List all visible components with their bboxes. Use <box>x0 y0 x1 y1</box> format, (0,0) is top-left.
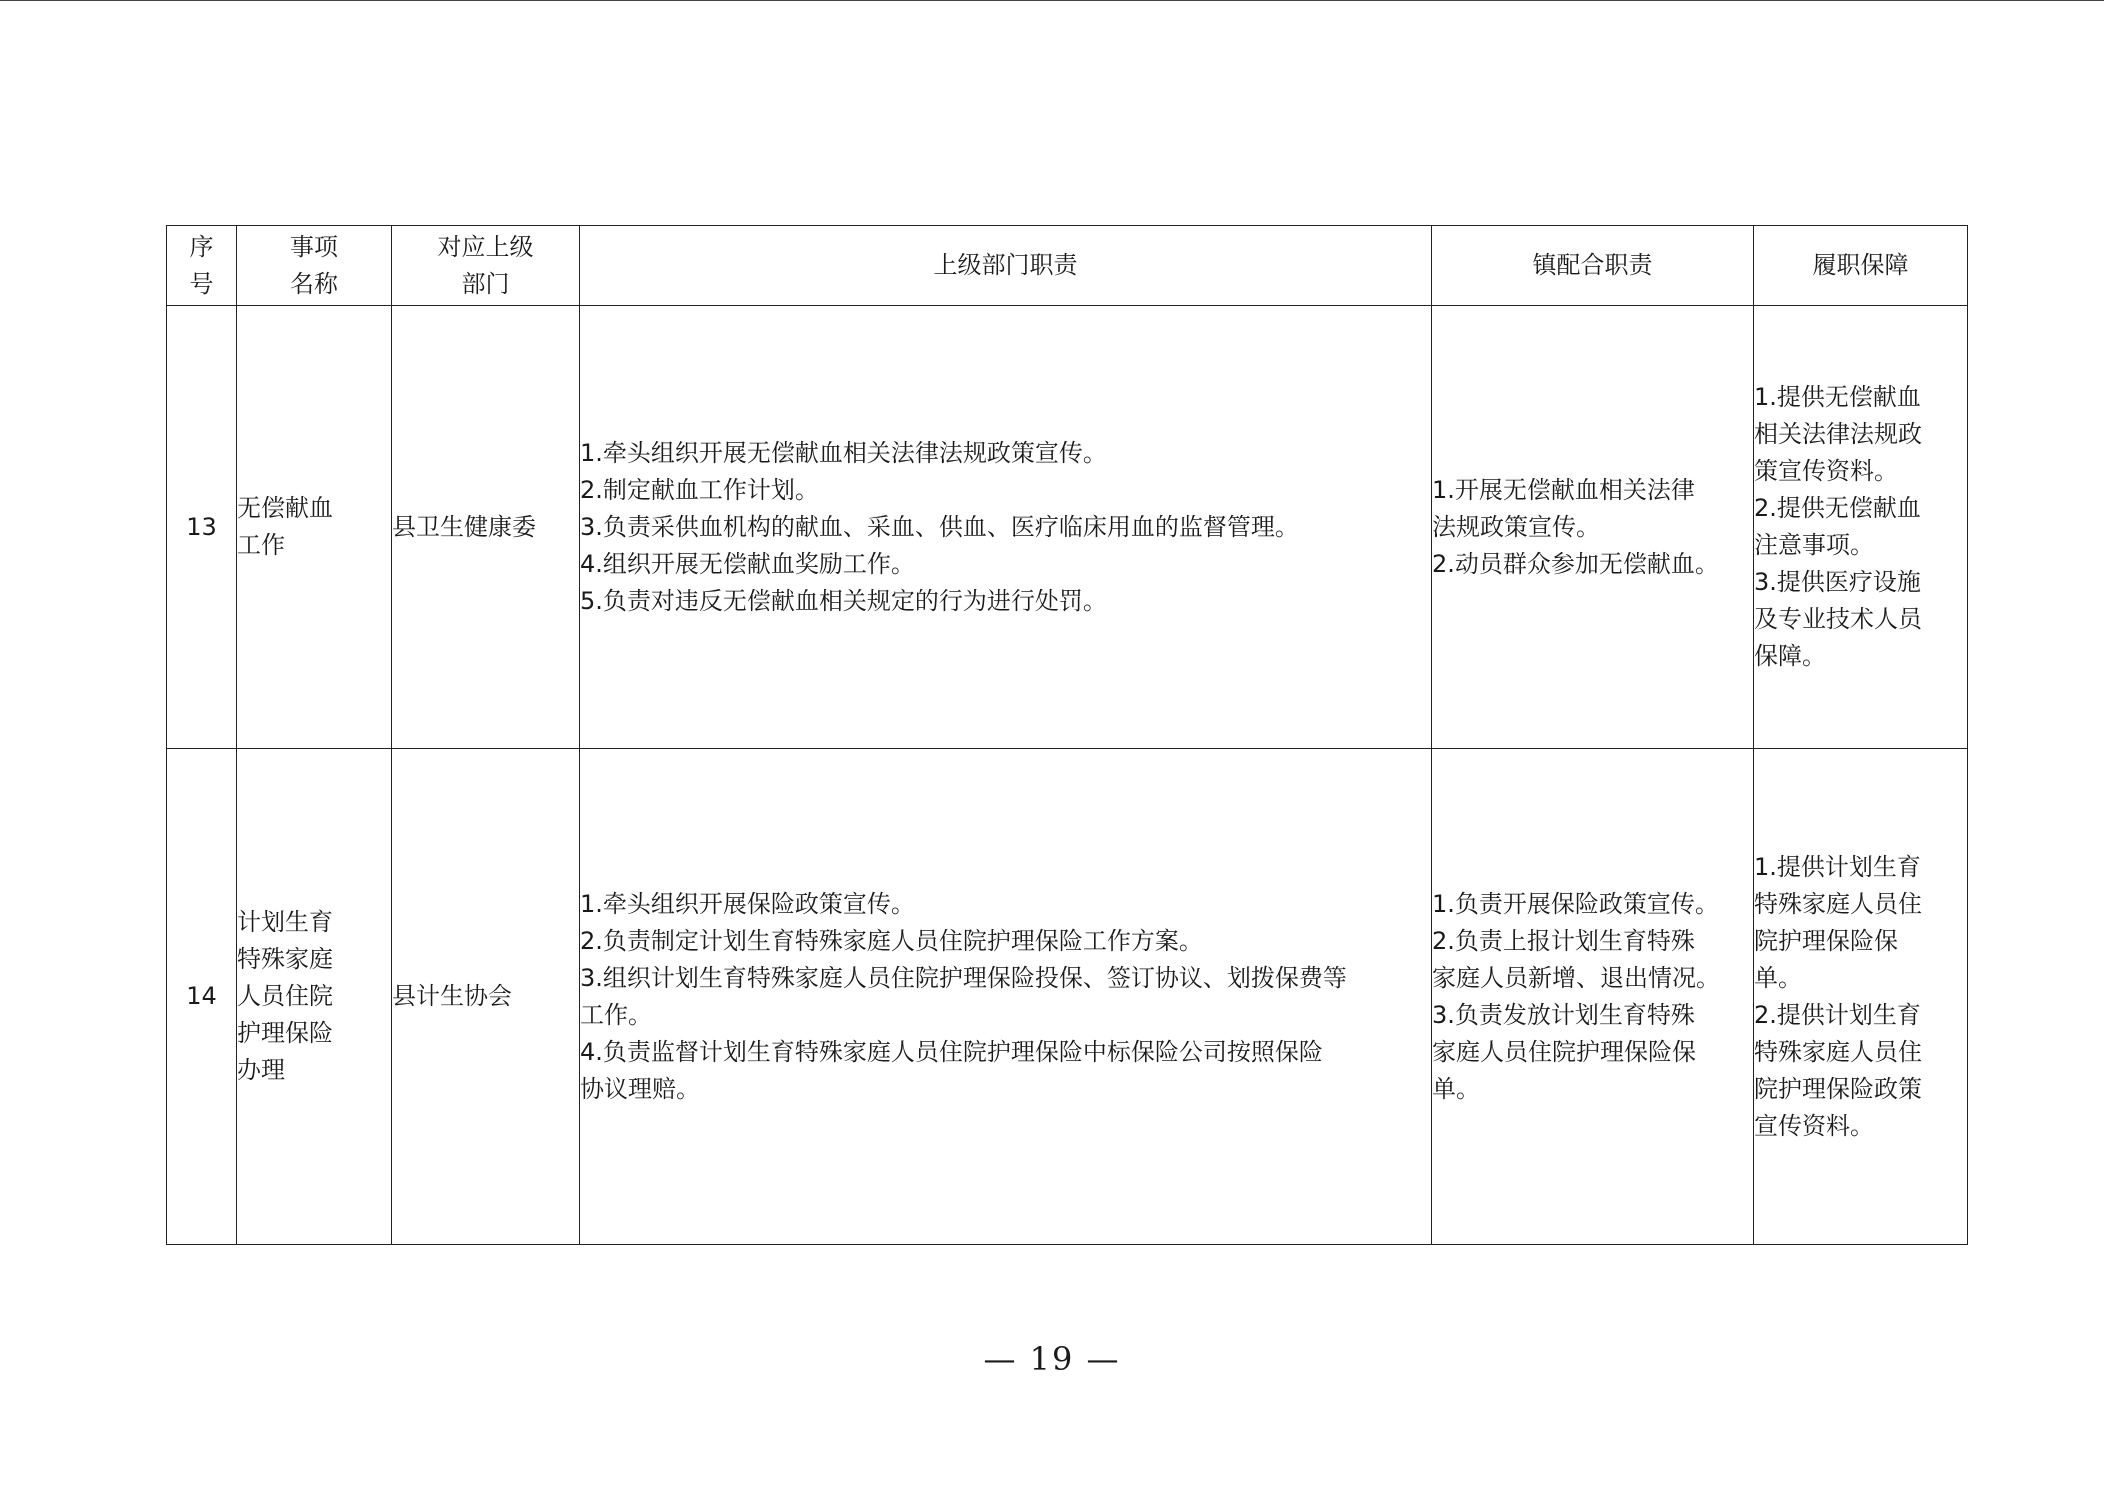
upper-duty-line: 1.牵头组织开展保险政策宣传。 <box>580 889 915 918</box>
town-duty-line: 单。 <box>1432 1074 1480 1103</box>
guarantee-line: 注意事项。 <box>1754 531 1874 559</box>
row-town-duties <box>1432 749 1754 1245</box>
header-index-line: 号 <box>189 269 214 298</box>
item-name-line: 护理保险 <box>237 1019 333 1047</box>
town-duty-line: 2.负责上报计划生育特殊 <box>1432 926 1695 955</box>
header-index <box>167 226 237 306</box>
guarantee-line: 宣传资料。 <box>1754 1111 1874 1140</box>
header-upper-dept <box>392 226 580 306</box>
upper-duty-line: 2.制定献血工作计划。 <box>580 475 819 504</box>
guarantee-line: 院护理保险保 <box>1754 926 1898 955</box>
town-duty-line: 家庭人员住院护理保险保 <box>1432 1037 1696 1066</box>
town-duty-line: 1.负责开展保险政策宣传。 <box>1432 889 1719 918</box>
item-name-line: 工作 <box>237 531 285 559</box>
header-dept-line: 部门 <box>461 269 510 298</box>
page-number: — 19 — <box>983 1340 1121 1378</box>
row-item-name <box>237 306 392 749</box>
item-name-line: 无偿献血 <box>237 494 333 522</box>
upper-duty-line: 2.负责制定计划生育特殊家庭人员住院护理保险工作方案。 <box>580 926 1203 955</box>
row-upper-dept: 县卫生健康委 <box>392 306 580 749</box>
header-dept-line: 对应上级 <box>437 232 534 261</box>
guarantee-line: 保障。 <box>1754 642 1826 670</box>
row-guarantee <box>1754 306 1968 749</box>
town-duty-line: 法规政策宣传。 <box>1432 512 1600 541</box>
guarantee-line: 策宣传资料。 <box>1754 457 1898 485</box>
guarantee-line: 特殊家庭人员住 <box>1754 889 1922 918</box>
header-item-line: 名称 <box>290 269 338 298</box>
upper-duty-line: 5.负责对违反无偿献血相关规定的行为进行处罚。 <box>580 586 1107 615</box>
upper-duty-line: 协议理赔。 <box>580 1074 700 1103</box>
duty-table <box>166 225 1968 1245</box>
guarantee-line: 相关法律法规政 <box>1754 420 1922 448</box>
upper-duty-line: 1.牵头组织开展无偿献血相关法律法规政策宣传。 <box>580 438 1107 467</box>
town-duty-line: 家庭人员新增、退出情况。 <box>1432 963 1720 992</box>
header-item-name <box>237 226 392 306</box>
item-name-line: 人员住院 <box>237 982 333 1010</box>
guarantee-line: 1.提供无偿献血 <box>1754 383 1921 411</box>
town-duty-line: 2.动员群众参加无偿献血。 <box>1432 549 1719 578</box>
row-item-name <box>237 749 392 1245</box>
header-upper-duties: 上级部门职责 <box>580 226 1432 306</box>
upper-duty-line: 4.组织开展无偿献血奖励工作。 <box>580 549 915 578</box>
guarantee-line: 2.提供无偿献血 <box>1754 494 1921 522</box>
row-index: 14 <box>167 749 237 1245</box>
upper-duty-line: 3.组织计划生育特殊家庭人员住院护理保险投保、签订协议、划拨保费等 <box>580 963 1347 992</box>
guarantee-line: 单。 <box>1754 963 1802 992</box>
row-index: 13 <box>167 306 237 749</box>
row-guarantee <box>1754 749 1968 1245</box>
top-border-line <box>0 0 2104 1</box>
header-town-duties: 镇配合职责 <box>1432 226 1754 306</box>
upper-duty-line: 4.负责监督计划生育特殊家庭人员住院护理保险中标保险公司按照保险 <box>580 1037 1323 1066</box>
header-guarantee: 履职保障 <box>1754 226 1968 306</box>
guarantee-line: 3.提供医疗设施 <box>1754 568 1921 596</box>
table-row <box>167 749 1968 1245</box>
town-duty-line: 1.开展无偿献血相关法律 <box>1432 475 1695 504</box>
town-duty-line: 3.负责发放计划生育特殊 <box>1432 1000 1695 1029</box>
table-row <box>167 306 1968 749</box>
row-town-duties <box>1432 306 1754 749</box>
row-upper-duties <box>580 749 1432 1245</box>
header-item-line: 事项 <box>290 232 338 261</box>
item-name-line: 特殊家庭 <box>237 945 333 973</box>
guarantee-line: 特殊家庭人员住 <box>1754 1037 1922 1066</box>
guarantee-line: 院护理保险政策 <box>1754 1074 1922 1103</box>
table-header-row <box>167 226 1968 306</box>
row-upper-dept: 县计生协会 <box>392 749 580 1245</box>
item-name-line: 办理 <box>237 1056 285 1084</box>
upper-duty-line: 工作。 <box>580 1000 652 1029</box>
header-index-line: 序 <box>189 232 214 261</box>
guarantee-line: 2.提供计划生育 <box>1754 1000 1921 1029</box>
guarantee-line: 及专业技术人员 <box>1754 605 1922 633</box>
guarantee-line: 1.提供计划生育 <box>1754 852 1921 881</box>
item-name-line: 计划生育 <box>237 908 333 936</box>
row-upper-duties <box>580 306 1432 749</box>
upper-duty-line: 3.负责采供血机构的献血、采血、供血、医疗临床用血的监督管理。 <box>580 512 1299 541</box>
